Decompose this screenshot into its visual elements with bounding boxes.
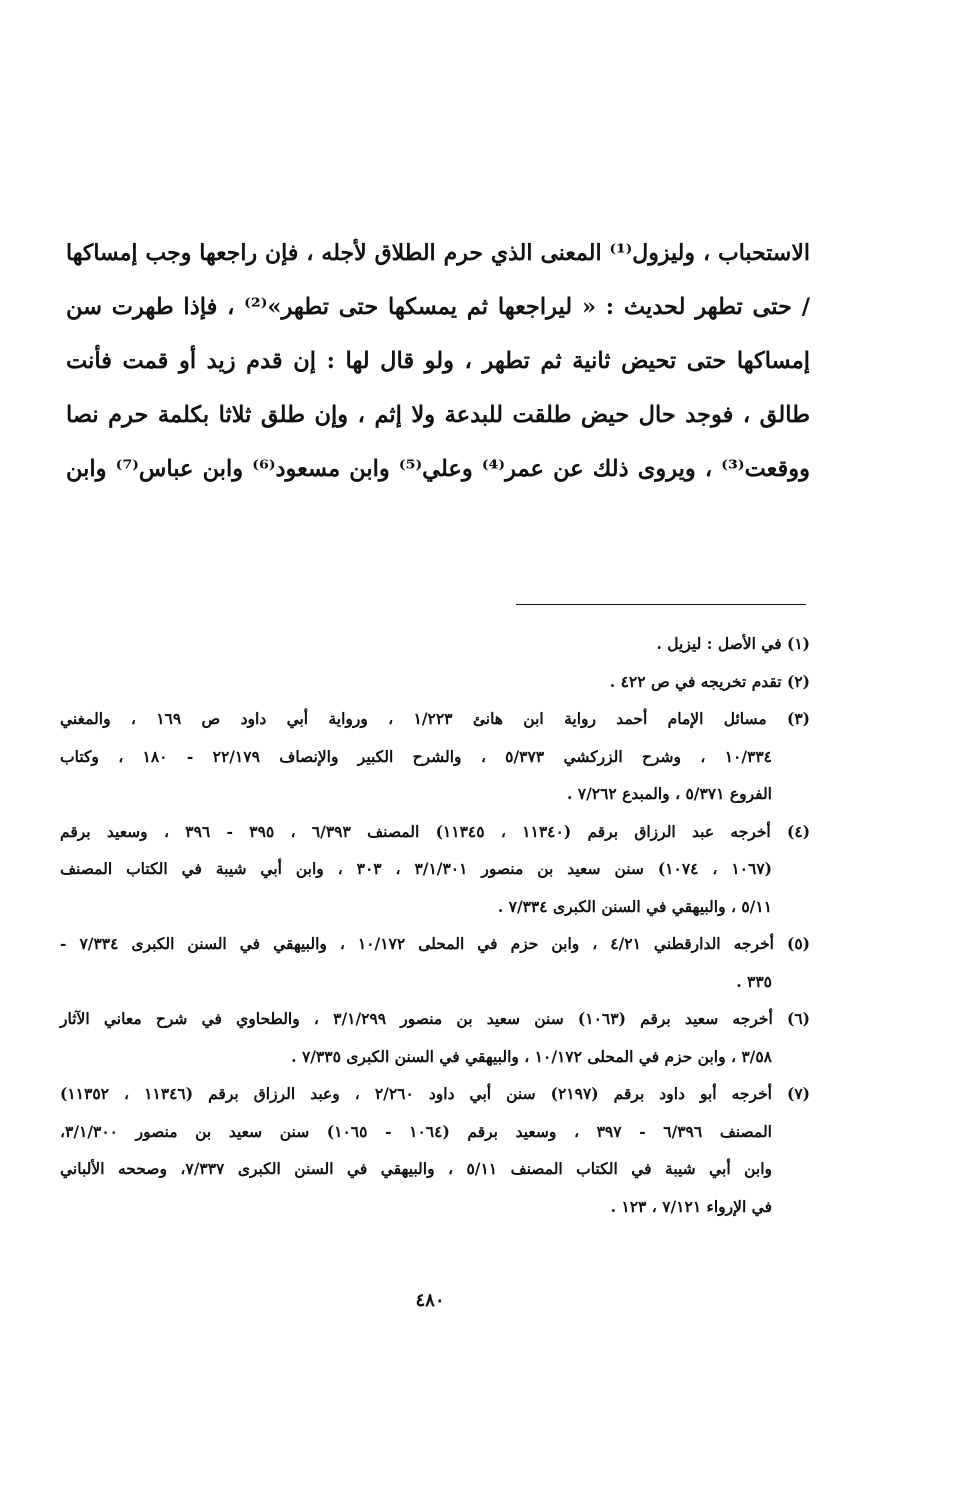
footnote-5: (٥) أخرجه الدارقطني ٤/٢١ ، وابن حزم في المحلى ١٠/١٧٢ ، والبيهقي في السنن الكبرى ٧/٣٣٤ - [60,934,810,953]
footnote-2: (٢) تقدم تخريجه في ص ٤٢٢ . [609,671,810,691]
footnote-7-continuation: المصنف ٦/٣٩٦ - ٣٩٧ ، وسعيد برقم (١٠٦٤ - ١٠٦٥) سنن سعيد بن منصور ٣/١/٣٠٠، [60,1121,772,1141]
footnote-4-continuation: ٥/١١ ، والبيهقي في السنن الكبرى ٧/٣٣٤ . [497,896,772,916]
page-number: ٤٨٠ [415,1290,445,1311]
footnote-3-continuation: ١٠/٣٣٤ ، وشرح الزركشي ٥/٣٧٣ ، والشرح الكبير والإنصاف ٢٢/١٧٩ - ١٨٠ ، وكتاب [60,746,772,766]
footnote-3: (٣) مسائل الإمام أحمد رواية ابن هانئ ١/٢٢٣ ، ورواية أبي داود ص ١٦٩ ، والمغني [60,709,810,728]
body-line: / حتى تطهر لحديث : « ليراجعها ثم يمسكها حتى تطهر»⁽²⁾ ، فإذا طهرت سن [66,294,810,320]
main-text-block [66,226,810,496]
footnote-1: (١) في الأصل : ليزيل . [656,634,810,653]
footnote-6: (٦) أخرجه سعيد برقم (١٠٦٣) سنن سعيد بن منصور ٣/١/٢٩٩ ، والطحاوي في شرح معاني الآثار [60,1009,810,1028]
footnote-separator [516,604,806,605]
footnote-7-continuation: وابن أبي شيبة في الكتاب المصنف ٥/١١ ، والبيهقي في السنن الكبرى ٧/٣٣٧، وصححه الألباني [60,1159,773,1178]
footnote-4: (٤) أخرجه عبد الرزاق برقم (١١٣٤٠ ، ١١٣٤٥) المصنف ٦/٣٩٣ ، ٣٩٥ - ٣٩٦ ، وسعيد برقم [60,821,811,841]
footnote-4-continuation: (١٠٦٧ ، ١٠٧٤) سنن سعيد بن منصور ٣/١/٣٠١ ، ٣٠٣ ، وابن أبي شيبة في الكتاب المصنف [60,859,772,878]
footnote-3-continuation: الفروع ٥/٣٧١ ، والمبدع ٧/٢٦٢ . [566,784,772,803]
body-line: الاستحباب ، وليزول⁽¹⁾ المعنى الذي حرم الطلاق لأجله ، فإن راجعها وجب إمساكها [66,240,810,266]
footnote-7-continuation: في الإرواء ٧/١٢١ ، ١٢٣ . [610,1196,772,1216]
footnote-6-continuation: ٣/٥٨ ، وابن حزم في المحلى ١٠/١٧٢ ، والبيهقي في السنن الكبرى ٧/٣٣٥ . [291,1046,772,1066]
body-line: طالق ، فوجد حال حيض طلقت للبدعة ولا إثم ، وإن طلق ثلاثا بكلمة حرم نصا [66,402,810,428]
footnote-7: (٧) أخرجه أبو داود برقم (٢١٩٧) سنن أبي داود ٢/٢٦٠ ، وعبد الرزاق برقم (١١٣٤٦ ، ١١٣٥٢) [60,1084,811,1103]
footnotes-block [60,625,810,1225]
body-line: ووقعت⁽³⁾ ، ويروى ذلك عن عمر⁽⁴⁾ وعلي⁽⁵⁾ وابن مسعود⁽⁶⁾ وابن عباس⁽⁷⁾ وابن [66,456,811,482]
body-line: إمساكها حتى تحيض ثانية ثم تطهر ، ولو قال لها : إن قدم زيد أو قمت فأنت [66,348,810,374]
footnote-5-continuation: ٣٣٥ . [736,971,772,991]
